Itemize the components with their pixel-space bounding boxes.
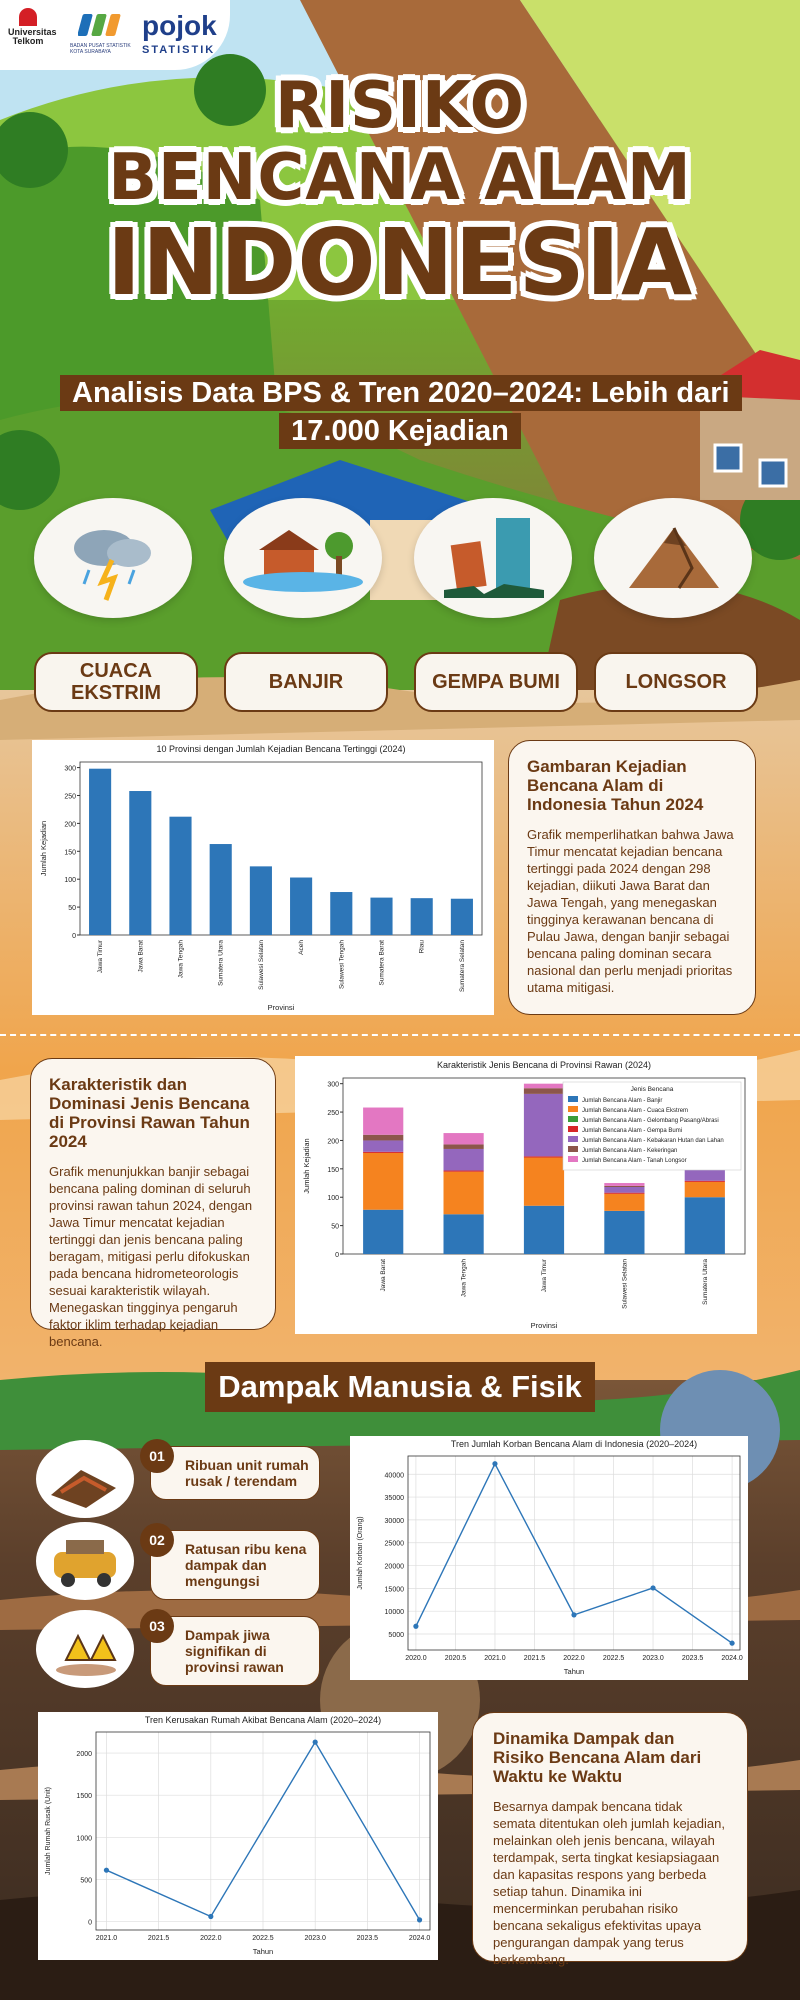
- card-kejadian-2024: [508, 740, 756, 1015]
- x-tick-label: 2022.0: [563, 1655, 585, 1662]
- x-tick-label: 2023.5: [681, 1655, 704, 1662]
- x-tick-label: Riau: [418, 940, 426, 954]
- y-tick-label: 100: [64, 877, 76, 885]
- evacuation-car-icon: [36, 1522, 134, 1600]
- x-tick-label: Jawa Tengah: [460, 1259, 468, 1298]
- stacked-bar-segment: [363, 1140, 403, 1151]
- stacked-bar-segment: [524, 1206, 564, 1254]
- y-tick-label: 1500: [76, 1793, 92, 1801]
- stacked-bar-segment: [444, 1133, 484, 1144]
- y-tick-label: 200: [327, 1138, 339, 1146]
- pojok-logo-sub: STATISTIK: [142, 44, 216, 56]
- y-tick-label: 0: [335, 1252, 339, 1259]
- x-axis-label: Tahun: [252, 1947, 274, 1956]
- bar: [250, 866, 272, 935]
- y-tick-label: 0: [88, 1919, 92, 1927]
- y-tick-label: 150: [327, 1166, 339, 1174]
- x-tick-label: 2023.5: [356, 1935, 379, 1942]
- bar: [451, 899, 473, 935]
- x-tick-label: 2023.0: [304, 1935, 326, 1942]
- x-axis-label: Provinsi: [530, 1321, 558, 1330]
- x-tick-label: 2024.0: [721, 1655, 743, 1662]
- y-tick-label: 500: [80, 1877, 92, 1885]
- stacked-bar-segment: [524, 1157, 564, 1205]
- data-point: [571, 1612, 576, 1617]
- telkom-university-logo: [8, 8, 57, 47]
- chart-korban-trend: [350, 1436, 748, 1680]
- x-axis-label: Provinsi: [267, 1003, 295, 1012]
- stacked-bar-segment: [604, 1187, 644, 1193]
- legend-label: Jumlah Bencana Alam - Kebakaran Hutan dan Lahan: [582, 1138, 724, 1144]
- x-tick-label: 2021.0: [95, 1935, 118, 1942]
- title-line-1: RISIKO: [274, 69, 526, 143]
- x-tick-label: Sumatera Utara: [217, 940, 225, 986]
- y-tick-label: 0: [72, 933, 76, 940]
- stacked-bar-segment: [604, 1193, 644, 1194]
- y-tick-label: 250: [64, 793, 76, 801]
- y-axis-label: Jumlah Korban (Orang): [357, 1516, 364, 1590]
- impact-card-3: Dampak jiwa signifikan di provinsi rawan: [150, 1616, 320, 1686]
- legend-title: Jenis Bencana: [630, 1086, 674, 1093]
- y-tick-label: 1000: [76, 1835, 92, 1843]
- x-tick-label: 2023.0: [642, 1655, 664, 1662]
- x-tick-label: Sumatera Barat: [378, 940, 386, 986]
- earthquake-icon: [414, 498, 572, 618]
- stacked-bar-segment: [363, 1135, 403, 1141]
- x-tick-label: Jawa Tengah: [177, 940, 185, 979]
- chart-title: Tren Jumlah Korban Bencana Alam di Indonesia (2020–2024): [450, 1439, 698, 1449]
- bps-logo-icon: [78, 10, 126, 46]
- chart-top-provinces: [32, 740, 494, 1015]
- y-tick-label: 20000: [384, 1563, 404, 1571]
- card-dinamika: [472, 1712, 748, 1967]
- card-title: Gambaran Kejadian Bencana Alam di Indonesia Tahun 2024: [527, 757, 704, 814]
- stacked-bar-segment: [444, 1172, 484, 1215]
- x-tick-label: 2022.5: [602, 1655, 625, 1662]
- y-tick-label: 15000: [384, 1586, 404, 1594]
- stacked-bar-segment: [444, 1214, 484, 1254]
- x-tick-label: Sumatera Selatan: [458, 940, 466, 993]
- stacked-bar-segment: [444, 1144, 484, 1149]
- flood-icon: [224, 498, 382, 618]
- legend-swatch: [568, 1116, 578, 1122]
- y-axis-label: Jumlah Kejadian: [39, 820, 48, 877]
- data-point: [650, 1585, 655, 1590]
- title-line-3: INDONESIA: [106, 209, 694, 316]
- y-axis-label: Jumlah Rumah Rusak (Unit): [45, 1787, 52, 1875]
- data-point: [208, 1914, 213, 1919]
- landslide-icon: [594, 498, 752, 618]
- section-title-dampak: Dampak Manusia & Fisik: [205, 1362, 595, 1412]
- data-point: [729, 1641, 734, 1646]
- x-tick-label: Jawa Timur: [541, 1259, 548, 1293]
- legend-label: Jumlah Bencana Alam - Gelombang Pasang/Abrasi: [582, 1118, 719, 1124]
- legend-label: Jumlah Bencana Alam - Kekeringan: [582, 1148, 678, 1154]
- stacked-bar-segment: [685, 1181, 725, 1182]
- bar: [411, 898, 433, 935]
- bar: [330, 892, 352, 935]
- subtitle-text: Analisis Data BPS & Tren 2020–2024: Lebih dari 17.000 Kejadian: [60, 375, 742, 449]
- stacked-bar-segment: [363, 1153, 403, 1210]
- legend-label: Jumlah Bencana Alam - Gempa Bumi: [582, 1128, 683, 1134]
- x-tick-label: 2021.0: [484, 1655, 506, 1662]
- chart-title: Karakteristik Jenis Bencana di Provinsi Rawan (2024): [436, 1060, 652, 1070]
- impact-card-2: Ratusan ribu kena dampak dan mengungsi: [150, 1530, 320, 1600]
- x-tick-label: Sulawesi Tengah: [338, 940, 346, 990]
- bps-logo-text: BADAN PUSAT STATISTIK KOTA SURABAYA: [70, 43, 131, 55]
- y-tick-label: 200: [64, 821, 76, 829]
- section-divider: [0, 1034, 800, 1036]
- stacked-bar-segment: [604, 1194, 644, 1211]
- category-banjir[interactable]: BANJIR: [224, 652, 388, 712]
- chart-rumah-rusak-trend: [38, 1712, 438, 1960]
- impact-number-2: 02: [140, 1523, 174, 1557]
- stacked-bar-segment: [444, 1171, 484, 1172]
- legend-label: Jumlah Bencana Alam - Cuaca Ekstrem: [582, 1108, 689, 1114]
- y-tick-label: 10000: [384, 1609, 404, 1617]
- stacked-bar-segment: [524, 1094, 564, 1156]
- card-karakteristik: [30, 1058, 276, 1349]
- legend-swatch: [568, 1106, 578, 1112]
- storm-icon: [34, 498, 192, 618]
- x-tick-label: 2021.5: [147, 1935, 170, 1942]
- chart-stacked-disaster-types: [295, 1056, 757, 1334]
- stacked-bar-segment: [363, 1152, 403, 1153]
- category-cuaca-ekstrim[interactable]: CUACA EKSTRIM: [34, 652, 198, 712]
- stacked-bar-segment: [524, 1084, 564, 1089]
- card-body: Besarnya dampak bencana tidak semata ditentukan oleh jumlah kejadian, melainkan oleh jenis bencana, wilayah terdampak, serta tingkat kesiapsiagaan dan kapasitas respons yang berbeda setiap tahun. Dinamika ini mencerminkan perubahan risiko bencana sekaligus efektivitas upaya pengurangan dampak yang terus berkembang.: [493, 1799, 725, 1967]
- x-tick-label: 2022.5: [252, 1935, 274, 1942]
- x-tick-label: 2020.5: [444, 1655, 467, 1662]
- impact-number-1: 01: [140, 1439, 174, 1473]
- x-tick-label: Sulawesi Selatan: [621, 1259, 629, 1309]
- warning-sign-icon: [36, 1610, 134, 1688]
- impact-card-1: Ribuan unit rumah rusak / terendam: [150, 1446, 320, 1500]
- data-point: [313, 1740, 318, 1745]
- x-axis-label: Tahun: [563, 1667, 585, 1676]
- chart-title: Tren Kerusakan Rumah Akibat Bencana Alam (2020–2024): [144, 1715, 382, 1725]
- legend-swatch: [568, 1126, 578, 1132]
- data-point: [104, 1868, 109, 1873]
- x-tick-label: Sulawesi Selatan: [257, 940, 265, 990]
- telkom-logo-text: Universitas Telkom: [8, 27, 57, 47]
- x-tick-label: Aceh: [298, 940, 306, 955]
- legend-label: Jumlah Bencana Alam - Tanah Longsor: [582, 1158, 687, 1164]
- bar: [129, 791, 151, 935]
- stacked-bar-segment: [604, 1211, 644, 1254]
- data-point: [492, 1461, 497, 1466]
- y-axis-label: Jumlah Kejadian: [302, 1138, 311, 1194]
- stacked-bar-segment: [604, 1183, 644, 1186]
- legend-swatch: [568, 1146, 578, 1152]
- y-tick-label: 100: [327, 1195, 339, 1203]
- pojok-logo: pojok: [142, 10, 217, 41]
- category-longsor[interactable]: LONGSOR: [594, 652, 758, 712]
- stacked-bar-segment: [363, 1108, 403, 1135]
- y-tick-label: 40000: [384, 1472, 404, 1480]
- stacked-bar-segment: [524, 1088, 564, 1094]
- bar: [210, 844, 232, 935]
- x-tick-label: Jawa Timur: [97, 940, 105, 974]
- legend-box: [563, 1082, 741, 1170]
- stacked-bar-segment: [685, 1182, 725, 1197]
- page-subtitle: [60, 374, 740, 450]
- x-tick-label: 2020.0: [405, 1655, 427, 1662]
- bar: [370, 898, 392, 935]
- data-point: [417, 1917, 422, 1922]
- x-tick-label: 2024.0: [408, 1935, 431, 1942]
- chart-title: 10 Provinsi dengan Jumlah Kejadian Bencana Tertinggi (2024): [156, 744, 406, 754]
- y-tick-label: 25000: [384, 1540, 404, 1548]
- y-tick-label: 250: [327, 1110, 339, 1118]
- legend-label: Jumlah Bencana Alam - Banjir: [582, 1098, 663, 1104]
- y-tick-label: 35000: [384, 1495, 404, 1503]
- x-tick-label: Jawa Barat: [380, 1259, 388, 1292]
- bar: [169, 817, 191, 935]
- stacked-bar-segment: [363, 1210, 403, 1254]
- y-tick-label: 50: [331, 1223, 339, 1231]
- card-title: Karakteristik dan Dominasi Jenis Bencana di Provinsi Rawan Tahun 2024: [49, 1075, 250, 1151]
- stacked-bar-segment: [524, 1156, 564, 1157]
- damaged-house-icon: [36, 1440, 134, 1518]
- stacked-bar-segment: [685, 1197, 725, 1254]
- category-gempa-bumi[interactable]: GEMPA BUMI: [414, 652, 578, 712]
- telkom-mark-icon: [19, 8, 37, 26]
- stacked-bar-segment: [444, 1149, 484, 1171]
- bar: [89, 769, 111, 935]
- y-tick-label: 2000: [76, 1751, 92, 1759]
- y-tick-label: 50: [68, 905, 76, 913]
- legend-swatch: [568, 1136, 578, 1142]
- bar: [290, 878, 312, 935]
- title-line-2: BENCANA ALAM: [108, 141, 692, 215]
- card-title: Dinamika Dampak dan Risiko Bencana Alam dari Waktu ke Waktu: [493, 1729, 702, 1786]
- y-tick-label: 30000: [384, 1517, 404, 1525]
- y-tick-label: 150: [64, 849, 76, 857]
- y-tick-label: 5000: [388, 1632, 404, 1640]
- x-tick-label: Sumatera Utara: [701, 1259, 709, 1305]
- y-tick-label: 300: [327, 1081, 339, 1089]
- x-tick-label: 2022.0: [200, 1935, 222, 1942]
- legend-swatch: [568, 1096, 578, 1102]
- y-tick-label: 300: [64, 765, 76, 773]
- stacked-bar-segment: [604, 1186, 644, 1187]
- card-body: Grafik menunjukkan banjir sebagai bencana paling dominan di seluruh provinsi rawan tahun 2024, dengan Jawa Timur mencatat kejadian tertinggi dan jenis bencana paling beragam, mitigasi perlu difokuskan pada bencana hidrometeorologis sesuai karakteristik wilayah. Menegaskan tingginya pengaruh faktor iklim terhadap kejadian bencana.: [49, 1164, 253, 1349]
- impact-number-3: 03: [140, 1609, 174, 1643]
- x-tick-label: 2021.5: [523, 1655, 546, 1662]
- card-body: Grafik memperlihatkan bahwa Jawa Timur mencatat kejadian bencana tertinggi pada 2024 dengan 298 kejadian, diikuti Jawa Barat dan Jawa Tengah, yang menegaskan tingginya kerawanan bencana di Pulau Jawa, dengan banjir sebagai bencana paling dominan secara nasional dan perlu menjadi prioritas utama mitigasi.: [527, 827, 734, 995]
- page-title: [70, 69, 730, 316]
- x-tick-label: Jawa Barat: [137, 940, 145, 973]
- data-point: [413, 1624, 418, 1629]
- legend-swatch: [568, 1156, 578, 1162]
